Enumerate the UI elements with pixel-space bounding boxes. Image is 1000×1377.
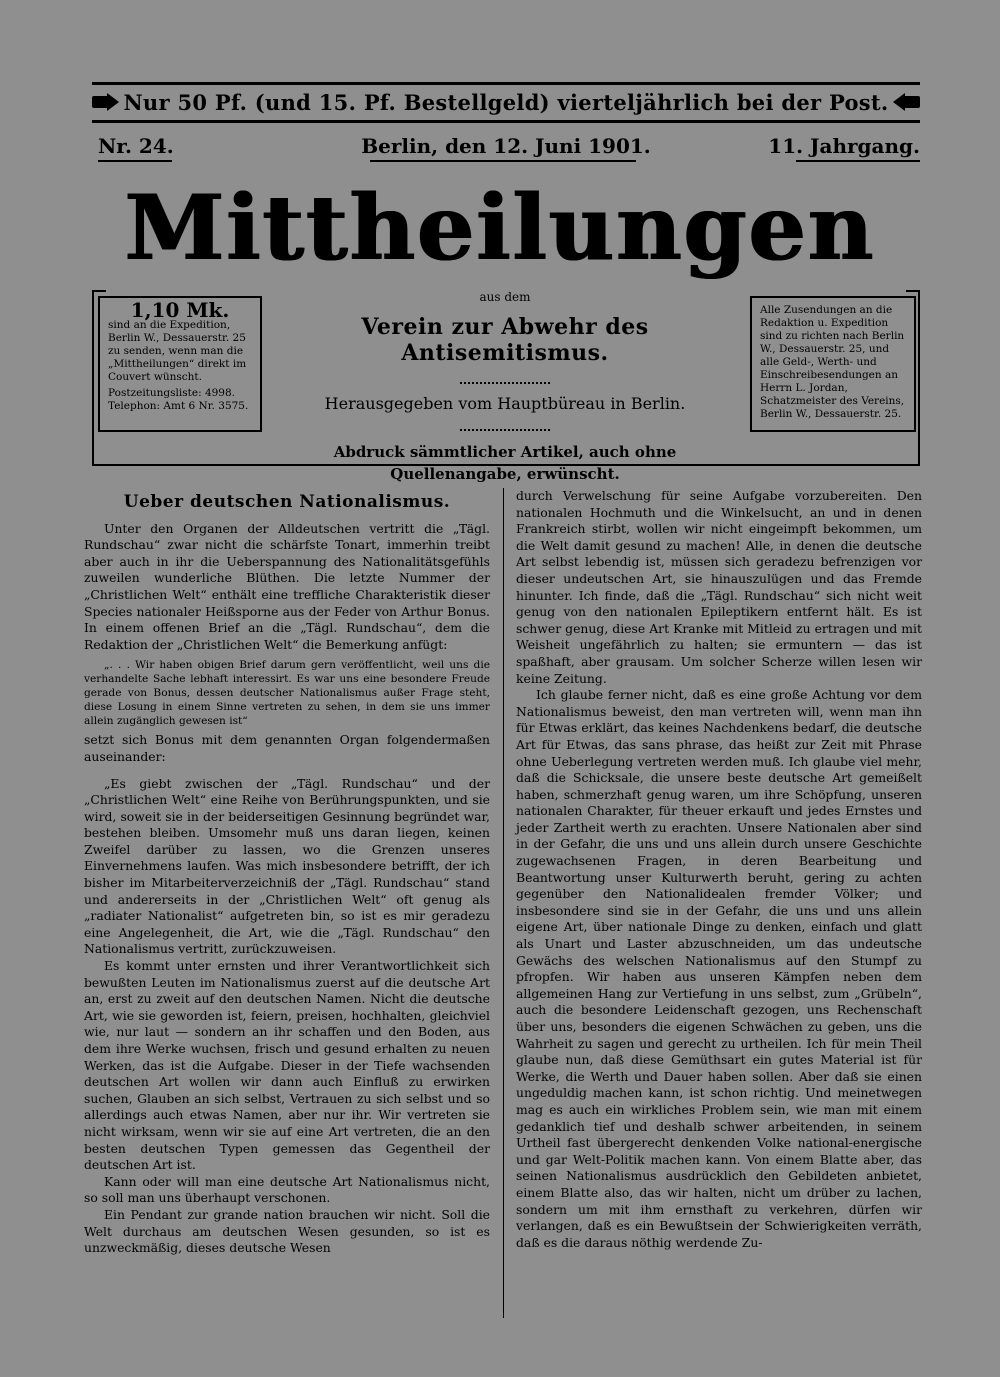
frame-line — [918, 290, 920, 466]
frame-line — [906, 290, 920, 292]
postal-list: Postzeitungsliste: 4998. — [108, 387, 235, 399]
issue-number: Nr. 24. — [98, 134, 174, 158]
issue-date: Berlin, den 12. Juni 1901. — [361, 134, 651, 158]
paragraph: Ein Pendant zur grande nation brauchen wir nicht. Soll die Welt durchaus am deutschen Wesen gesunden, so ist es unzweckmäßig, dieses deutsche Wesen — [84, 1206, 490, 1256]
pointing-hand-icon — [92, 96, 109, 108]
paragraph: setzt sich Bonus mit dem genannten Organ folgendermaßen auseinander: — [84, 732, 490, 764]
article-title: Ueber deutschen Nationalismus. — [123, 492, 451, 512]
issue-year-underline — [796, 160, 920, 162]
column-separator — [503, 488, 504, 1318]
paragraph: Es kommt unter ernsten und ihrer Verantwortlichkeit sich bewußten Leuten im Nationalismus zuerst auf die deutsche Art an, erst zu zweit auf den deutschen Namen. Nicht die deutsche Art, wie sie geworden ist, feiern, preisen, hochhalten, gleichviel wie, nur laut — sondern an ihr schaffen und den Boden, aus dem ihre Werke wuchsen, frisch und gesund erhalten zu neuen Werken, das ist die Aufgabe. Dieser in der Tiefe wachsenden deutschen Art wollen wir dann auch Einfluß zu erwirken suchen, Glauben an sich selbst, Vertrauen zu sich selbst und so allerdings auch etwas Namen, aber nur ihr. Wir vertreten sie nicht wirksam, wenn wir sie auf eine Art vertreten, die an den besten deutschen Typen gemessen das Gegentheil der deutschen Art ist. — [84, 958, 490, 1173]
issue-number-underline — [98, 160, 172, 162]
article-column-right — [516, 488, 922, 1251]
paragraph: Kann oder will man eine deutsche Art Nationalismus nicht, so soll man uns überhaupt verschonen. — [84, 1173, 490, 1206]
frame-line — [92, 290, 94, 466]
right-box-text: Alle Zusendungen an die Redaktion u. Expedition sind zu richten nach Berlin W., Dessauerstr. 25, und alle Geld-, Werth- und Einschreibesendungen an Herrn L. Jordan, Schatzmeister des Vereins, Berlin W., Dessauerstr. 25. — [760, 304, 905, 420]
right-info-box — [750, 296, 916, 432]
paragraph: durch Verwelschung für seine Aufgabe vorzubereiten. Den nationalen Hochmuth und die Winkelsucht, an und in denen Frankreich stirbt, wollen wir nicht eingeimpft bekommen, um die Welt damit gesund zu machen! Alle, in denen die deutsche Art selbst lebendig ist, müssen sich geradezu befrenzigen vor dieser undeutschen Art, sie hinauszulügen und das Fremde hinunter. Ich finde, daß die „Tägl. Rundschau“ sich nicht weit genug von den nationalen Epileptikern entfernt hält. Es ist schwer genug, diese Art Kranke mit Mitleid zu ertragen und mit Weisheit ungefährlich zu halten; sie ermuntern — das ist spaßhaft, aber grausam. Um solcher Scherze willen lesen wir keine Zeitung. — [516, 488, 922, 686]
issue-date-underline — [370, 160, 636, 162]
ornament-divider — [460, 423, 550, 431]
society-name: Verein zur Abwehr des Antisemitismus. — [361, 314, 649, 366]
paragraph: „Es giebt zwischen der „Tägl. Rundschau“ und der „Christlichen Welt“ eine Reihe von Berührungspunkten, und sie wird, soweit sie in der beiderseitigen Gesinnung begründet war, bestehen bleiben. Umsomehr muß uns daran liegen, keinen Zweifel darüber zu lassen, wo die Grenzen unseres Einvernehmens laufen. Was mich insbesondere betrifft, der ich bisher im Mitarbeiterverzeichniß der „Tägl. Rundschau“ stand und andererseits in der „Christlichen Welt“ oft genug als „radiater Nationalist“ aufgetreten bin, so ist es mir geradezu eine Angelegenheit, die Art, wie die „Tägl. Rundschau“ den Nationalismus vertritt, zurückzuweisen. — [84, 775, 490, 957]
issue-year: 11. Jahrgang. — [768, 134, 920, 158]
frame-line — [92, 290, 106, 292]
pointing-hand-icon — [903, 96, 920, 108]
left-box-text: sind an die Expedition, Berlin W., Dessauerstr. 25 zu senden, wenn man die „Mittheilungen“ direkt im Couvert wünscht. — [108, 319, 247, 383]
quote-paragraph: „. . . Wir haben obigen Brief darum gern veröffentlicht, weil uns die verhandelte Sache lebhaft interessirt. Es war uns eine besondere Freude gerade von Bonus, dessen deutscher Nationalismus außer Frage steht, diese Losung in einem Sinne vertreten zu sehen, in dem sie uns immer allein zugänglich gewesen ist“ — [84, 659, 490, 727]
box-price: 1,10 Mk. — [130, 298, 230, 322]
reprint-notice: Abdruck sämmtlicher Artikel, auch ohne Quellenangabe, erwünscht. — [333, 443, 677, 483]
issue-line — [92, 130, 920, 164]
telephone: Telephon: Amt 6 Nr. 3575. — [108, 400, 249, 412]
aus-dem-label: aus dem — [479, 290, 531, 304]
paragraph: Unter den Organen der Alldeutschen vertritt die „Tägl. Rundschau“ zwar nicht die schärfste Tonart, immerhin treibt aber auch in ihr die Ueberspannung des Nationalitätsgefühls zuweilen wunderliche Blüthen. Die letzte Nummer der „Christlichen Welt“ enthält eine treffliche Charakteristik dieser Species nationaler Heißsporne aus der Feder von Arthur Bonus. In einem offenen Brief an die „Tägl. Rundschau“, dem die Redaktion der „Christlichen Welt“ die Bemerkung anfügt: — [84, 520, 490, 652]
paragraph: Ich glaube ferner nicht, daß es eine große Achtung vor dem Nationalismus beweist, den man vertreten will, wenn man ihn für Etwas erklärt, das keines Nachdenkens bedarf, die deutsche Art für Etwas, das sans phrase, das heißt zur Zeit mit Phrase ohne Ueberlegung vertreten werden muß. Ich glaube viel mehr, daß die Schicksale, die unsere beste deutsche Art gemeißelt haben, schmerzhaft genug waren, um ihre Schöpfung, unseren nationalen Charakter, für theuer erkauft und jedes Ernstes und jeder Zartheit werth zu erachten. Unsere Nationalen aber sind in der Gefahr, die uns und uns allein durch unsere Geschichte zugewachsenen Fragen, in deren Bearbeitung und Beantwortung unser Kulturwerth beruht, gering zu achten gegenüber den Nationalidealen fremder Völker; und insbesondere sind sie in der Gefahr, die uns und uns allein eigene Art, über nationale Dinge zu denken, einfach und glatt als Unart und Laster abzuschneiden, um das undeutsche Gewächs des welschen Nationalismus auf den Stumpf zu pfropfen. Wir haben aus unseren Kämpfen neben dem allgemeinen Hang zur Vertiefung in uns selbst, zum „Grübeln“, auch die besondere Leidenschaft gezogen, uns Rechenschaft über uns, besonders die eigenen Schwächen zu geben, uns die Wahrheit zu sagen und gerecht zu urtheilen. Ich für mein Theil glaube nun, daß diese Gemüthsart ein gutes Material ist für Werke, die Werth und Dauer haben sollen. Aber daß sie einen ungeduldig machen kann, ist schon richtig. Und meinetwegen mag es auch ein wirkliches Problem sein, wie man mit einem gedanklich tief und deshalb schwer arbeitenden, in seinem Urtheil fast übergerecht denkenden Volke national-energische und gar Welt-Politik machen kann. Von einem Blatte aber, das seinen Nationalismus ausdrücklich den Gebildeten anbietet, einem Blatte also, das wir halten, nicht um drüber zu lachen, sondern um mit ihm ernsthaft zu verkehren, dürfen wir verlangen, daß es ein Bewußtsein der Schwierigkeiten verräth, daß es die daraus nöthig werdende Zu- — [516, 687, 922, 1250]
price-strip-text: Nur 50 Pf. (und 15. Pf. Bestellgeld) vierteljährlich bei der Post. — [123, 89, 889, 115]
left-info-box — [98, 296, 262, 432]
price-strip — [92, 84, 920, 120]
ornament-divider — [460, 376, 550, 384]
masthead-title: Mittheilungen — [124, 175, 876, 281]
publisher-line: Herausgegeben vom Hauptbüreau in Berlin. — [324, 394, 686, 413]
society-block — [270, 290, 740, 485]
article-column-left — [84, 488, 490, 1257]
price-strip-rule — [92, 120, 920, 123]
